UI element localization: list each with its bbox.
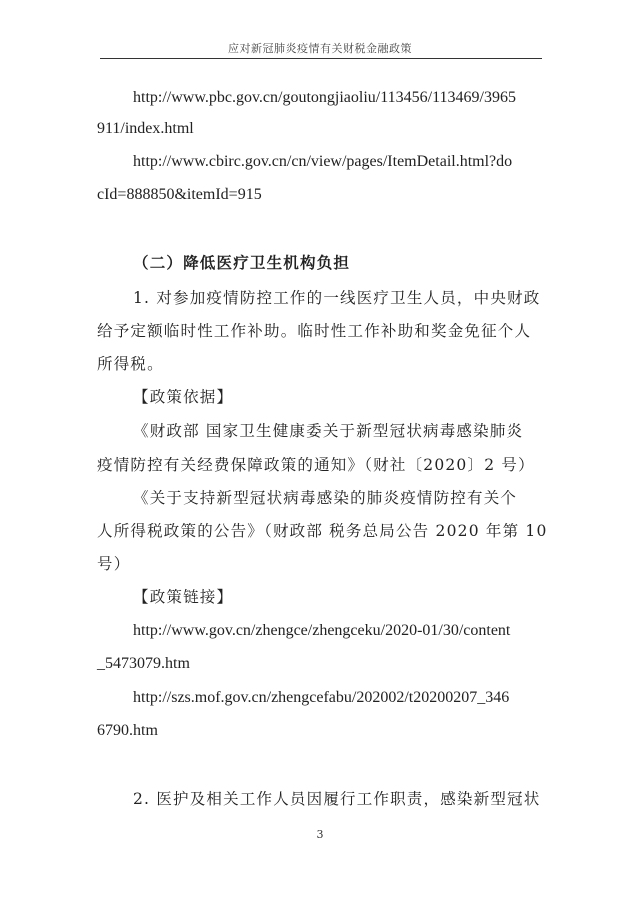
link-pbc-line-2[interactable]: 911/index.html xyxy=(97,120,194,137)
link-gov-line-2[interactable]: _5473079.htm xyxy=(97,655,190,672)
policy-basis-doc-1-line-2: 疫情防控有关经费保障政策的通知》（财社〔2020〕2 号） xyxy=(97,456,535,474)
section-heading: （二）降低医疗卫生机构负担 xyxy=(133,253,351,272)
link-cbirc-line-2[interactable]: cId=888850&itemId=915 xyxy=(97,186,262,203)
paragraph-item-1-line-3: 所得税。 xyxy=(97,355,164,373)
link-pbc-line-1[interactable]: http://www.pbc.gov.cn/goutongjiaoliu/113456/113469/3965 xyxy=(133,89,516,106)
link-mof-line-2[interactable]: 6790.htm xyxy=(97,722,158,739)
paragraph-item-1-line-2: 给予定额临时性工作补助。临时性工作补助和奖金免征个人 xyxy=(97,322,532,340)
policy-basis-label: 【政策依据】 xyxy=(133,388,234,406)
link-mof-line-1[interactable]: http://szs.mof.gov.cn/zhengcefabu/202002/t20200207_346 xyxy=(133,689,510,706)
paragraph-item-2-line-1: 2. 医护及相关工作人员因履行工作职责，感染新型冠状 xyxy=(133,790,541,808)
policy-basis-doc-1-line-1: 《财政部 国家卫生健康委关于新型冠状病毒感染肺炎 xyxy=(133,422,524,440)
policy-basis-doc-2-line-1: 《关于支持新型冠状病毒感染的肺炎疫情防控有关个 xyxy=(133,489,518,507)
policy-basis-doc-2-line-3: 号） xyxy=(97,555,131,573)
running-header: 应对新冠肺炎疫情有关财税金融政策 xyxy=(228,42,412,55)
policy-link-label: 【政策链接】 xyxy=(133,588,234,606)
link-gov-line-1[interactable]: http://www.gov.cn/zhengce/zhengceku/2020-01/30/content xyxy=(133,622,511,639)
page-number: 3 xyxy=(316,828,324,841)
header-rule xyxy=(100,58,542,59)
policy-basis-doc-2-line-2: 人所得税政策的公告》（财政部 税务总局公告 2020 年第 10 xyxy=(97,522,548,540)
link-cbirc-line-1[interactable]: http://www.cbirc.gov.cn/cn/view/pages/ItemDetail.html?do xyxy=(133,153,513,170)
paragraph-item-1-line-1: 1. 对参加疫情防控工作的一线医疗卫生人员，中央财政 xyxy=(133,289,541,307)
